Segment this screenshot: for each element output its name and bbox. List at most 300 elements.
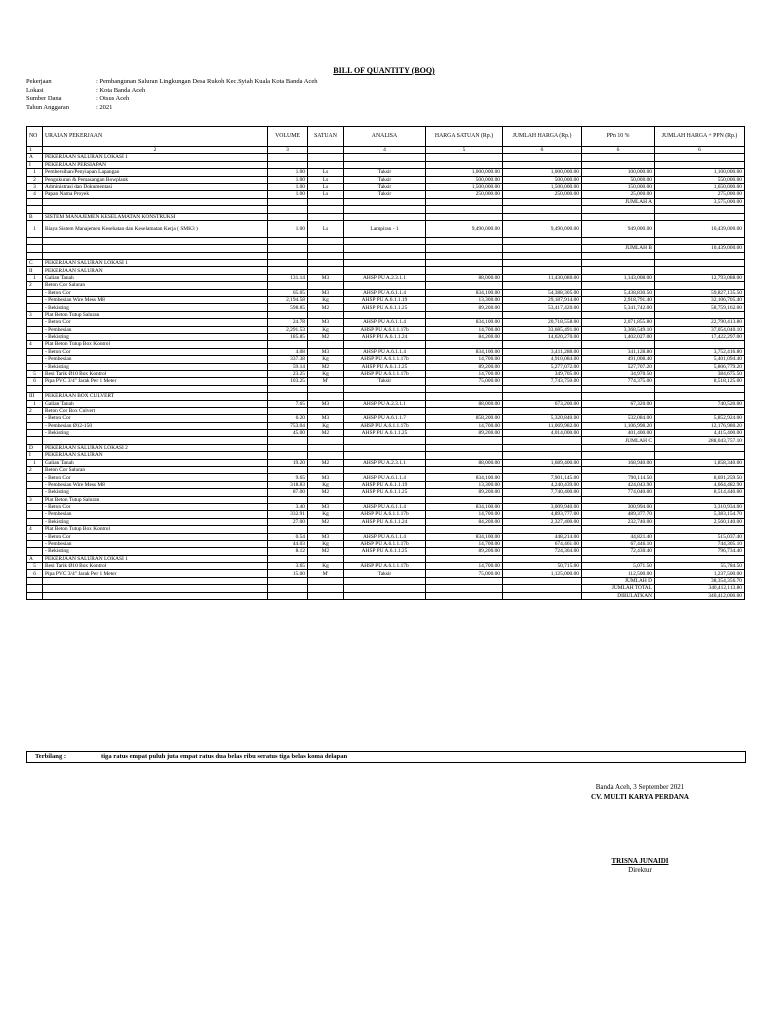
row-unit: Kg [308, 540, 344, 547]
row-unit-price [426, 526, 503, 533]
row-unit: Ls [308, 176, 344, 183]
row-amount: 9,490,000.00 [503, 220, 582, 237]
empty-cell [308, 592, 344, 599]
row-number [27, 289, 43, 296]
row-description: Besi Tarik Ø10 Box Kontrol [43, 370, 268, 377]
row-analysis [344, 161, 426, 168]
empty-cell [655, 252, 745, 259]
row-amount: 1,689,400.00 [503, 459, 582, 466]
row-analysis [344, 452, 426, 459]
column-number-row [27, 147, 745, 154]
row-vat: 774,040.00 [582, 489, 655, 496]
row-unit: M2 [308, 459, 344, 466]
row-description: PEKERJAAN SALURAN [43, 452, 268, 459]
col-header-unit-price: HARGA SATUAN (Rp.) [426, 127, 503, 147]
row-number: 1 [27, 459, 43, 466]
row-unit: Kg [308, 481, 344, 488]
subtotal-value: 340,412,113.80 [655, 585, 745, 592]
row-unit: Ls [308, 183, 344, 190]
section-row [27, 555, 745, 562]
row-number: 1 [27, 400, 43, 407]
empty-cell [582, 385, 655, 392]
row-total [655, 282, 745, 289]
row-amount [503, 407, 582, 414]
row-amount: 250,000.00 [503, 191, 582, 198]
table-row [27, 481, 745, 488]
section-row [27, 341, 745, 348]
section-row [27, 526, 745, 533]
row-volume [268, 154, 308, 161]
table-row [27, 563, 745, 570]
empty-cell [43, 585, 268, 592]
row-volume: 1.00 [268, 220, 308, 237]
row-number [27, 348, 43, 355]
subtotal-row [27, 585, 745, 592]
row-unit [308, 444, 344, 451]
empty-cell [268, 198, 308, 205]
row-unit-price [426, 154, 503, 161]
row-analysis [344, 526, 426, 533]
empty-cell [268, 437, 308, 444]
row-unit: M' [308, 378, 344, 385]
row-vat: 67,446.10 [582, 540, 655, 547]
row-amount: 500,000.00 [503, 176, 582, 183]
row-amount: 4,014,000.00 [503, 430, 582, 437]
row-number: II [27, 267, 43, 274]
row-total [655, 496, 745, 503]
row-volume: 87.00 [268, 489, 308, 496]
row-vat: 1,402,027.00 [582, 333, 655, 340]
row-number: I [27, 452, 43, 459]
row-analysis: AHSP PU A.6.1.1.25 [344, 489, 426, 496]
row-amount: 54,388,305.00 [503, 289, 582, 296]
subtotal-value: 3,575,000.00 [655, 198, 745, 205]
row-amount [503, 267, 582, 274]
col-number: 5 [426, 147, 503, 154]
row-unit: Kg [308, 563, 344, 570]
row-unit-price [426, 407, 503, 414]
row-volume [268, 260, 308, 267]
subtotal-value: 288,043,757.10 [655, 437, 745, 444]
row-amount: 2,327,400.00 [503, 518, 582, 525]
row-total: 3,752,416.80 [655, 348, 745, 355]
table-row [27, 570, 745, 577]
row-analysis: AHSP PU A.6.1.1.17b [344, 356, 426, 363]
row-description: Galian Tanah [43, 274, 268, 281]
empty-cell [344, 252, 426, 259]
row-analysis: AHSP PU A.6.1.1.4 [344, 319, 426, 326]
row-vat [582, 267, 655, 274]
table-row [27, 289, 745, 296]
table-row [27, 422, 745, 429]
table-row [27, 183, 745, 190]
col-header-analysis: ANALISA [344, 127, 426, 147]
row-volume: 65.05 [268, 289, 308, 296]
empty-cell [344, 437, 426, 444]
row-description: PEKERJAAN SALURAN LOKASI 1 [43, 260, 268, 267]
row-number [27, 548, 43, 555]
row-analysis [344, 311, 426, 318]
table-row [27, 326, 745, 333]
row-number [27, 415, 43, 422]
empty-cell [268, 206, 308, 213]
empty-cell [27, 385, 43, 392]
row-vat [582, 496, 655, 503]
row-unit [308, 407, 344, 414]
row-vat [582, 154, 655, 161]
row-description: Administrasi dan Dokumentasi [43, 183, 268, 190]
row-volume: 598.85 [268, 304, 308, 311]
amount-in-words-value: tiga ratus empat puluh juta empat ratus dua belas ribu seratus tiga belas koma delapan [101, 753, 348, 760]
row-volume [268, 407, 308, 414]
row-total: 8,691,259.50 [655, 474, 745, 481]
row-analysis: Taksir [344, 191, 426, 198]
row-vat: 949,000.00 [582, 220, 655, 237]
row-unit-price: 89,200.00 [426, 430, 503, 437]
row-amount [503, 161, 582, 168]
row-vat: 2,918,791.40 [582, 297, 655, 304]
row-description: Plat Beton Tutup Saluran [43, 311, 268, 318]
row-unit: Kg [308, 511, 344, 518]
table-row [27, 489, 745, 496]
blank-row [27, 252, 745, 259]
row-volume: 318.83 [268, 481, 308, 488]
row-amount [503, 213, 582, 220]
row-amount: 1,000,000.00 [503, 169, 582, 176]
empty-cell [43, 237, 268, 244]
empty-cell [426, 198, 503, 205]
empty-cell [655, 385, 745, 392]
table-row [27, 511, 745, 518]
row-unit-price [426, 467, 503, 474]
empty-cell [308, 245, 344, 252]
row-vat [582, 260, 655, 267]
row-description: PEKERJAAN SALURAN LOKASI 2 [43, 444, 268, 451]
row-vat: 44,821.40 [582, 533, 655, 540]
row-number: 4 [27, 191, 43, 198]
row-unit [308, 161, 344, 168]
row-amount [503, 341, 582, 348]
row-description: Plat Beton Tutup Box Kontrol [43, 526, 268, 533]
row-unit-price [426, 341, 503, 348]
row-vat: 5,341,742.00 [582, 304, 655, 311]
row-total: 37,054,040.10 [655, 326, 745, 333]
row-number: B [27, 213, 43, 220]
empty-cell [27, 206, 43, 213]
row-vat [582, 213, 655, 220]
row-total: 58,759,162.00 [655, 304, 745, 311]
row-total: 515,037.40 [655, 533, 745, 540]
row-description: - Pembesian Wire Mess M8 [43, 297, 268, 304]
row-vat: 100,000.00 [582, 169, 655, 176]
row-number [27, 326, 43, 333]
row-total: 17,422,297.00 [655, 333, 745, 340]
row-total: 55,784.50 [655, 563, 745, 570]
empty-cell [503, 198, 582, 205]
row-description: PEKERJAAN SALURAN LOKASI 1 [43, 154, 268, 161]
row-vat: 491,008.40 [582, 356, 655, 363]
row-amount: 53,417,420.00 [503, 304, 582, 311]
row-volume [268, 267, 308, 274]
row-unit-price [426, 311, 503, 318]
empty-cell [43, 198, 268, 205]
table-row [27, 176, 745, 183]
row-analysis: AHSP PU A.6.1.1.4 [344, 533, 426, 540]
row-volume: 185.85 [268, 333, 308, 340]
row-vat: 401,400.00 [582, 430, 655, 437]
empty-cell [426, 245, 503, 252]
row-unit [308, 467, 344, 474]
row-volume [268, 161, 308, 168]
row-volume: 337.38 [268, 356, 308, 363]
row-amount: 4,910,084.00 [503, 356, 582, 363]
row-volume: 753.04 [268, 422, 308, 429]
row-vat: 168,940.00 [582, 459, 655, 466]
row-analysis [344, 555, 426, 562]
row-unit: Ls [308, 169, 344, 176]
row-volume: 2,194.58 [268, 297, 308, 304]
row-volume: 1.00 [268, 183, 308, 190]
row-description: Besi Tarik Ø10 Box Kontrol [43, 563, 268, 570]
row-volume: 3.65 [268, 563, 308, 570]
empty-cell [308, 252, 344, 259]
empty-cell [503, 237, 582, 244]
row-description: - Beton Cor [43, 348, 268, 355]
table-row [27, 297, 745, 304]
row-analysis [344, 341, 426, 348]
row-number: A [27, 555, 43, 562]
row-unit-price: 834,100.00 [426, 533, 503, 540]
row-analysis: AHSP PU A.6.1.1.25 [344, 430, 426, 437]
row-amount [503, 260, 582, 267]
row-analysis: AHSP PU A.6.1.1.17b [344, 370, 426, 377]
row-description: - Pembesian Wire Mess M8 [43, 481, 268, 488]
subtotal-row [27, 198, 745, 205]
row-description: - Pembesian [43, 511, 268, 518]
row-unit-price: 858,200.00 [426, 415, 503, 422]
row-amount: 20,718,558.00 [503, 319, 582, 326]
row-description: Galian Tanah [43, 459, 268, 466]
col-header-volume: VOLUME [268, 127, 308, 147]
row-volume: 332.91 [268, 511, 308, 518]
empty-cell [503, 437, 582, 444]
row-vat: 67,320.00 [582, 400, 655, 407]
row-number [27, 304, 43, 311]
empty-cell [426, 385, 503, 392]
row-amount: 7,743,750.00 [503, 378, 582, 385]
row-unit-price: 89,200.00 [426, 363, 503, 370]
row-total [655, 154, 745, 161]
row-unit-price: 75,000.00 [426, 570, 503, 577]
row-vat [582, 452, 655, 459]
row-vat: 34,970.50 [582, 370, 655, 377]
row-analysis: AHSP PU A.6.1.1.4 [344, 474, 426, 481]
table-row [27, 459, 745, 466]
row-number [27, 474, 43, 481]
row-unit [308, 555, 344, 562]
row-unit: M3 [308, 503, 344, 510]
row-amount: 29,187,914.00 [503, 297, 582, 304]
row-description: - Beton Cor [43, 474, 268, 481]
row-unit [308, 267, 344, 274]
col-header-unit: SATUAN [308, 127, 344, 147]
row-unit-price: 834,100.00 [426, 289, 503, 296]
row-vat: 790,114.50 [582, 474, 655, 481]
row-description: Pipa PVC 3/4" Jarak Per 1 Meter [43, 378, 268, 385]
row-description: - Pembesian [43, 326, 268, 333]
empty-cell [426, 437, 503, 444]
row-description: - Bekisting [43, 489, 268, 496]
row-total: 744,305.10 [655, 540, 745, 547]
row-total: 8,518,125.00 [655, 378, 745, 385]
row-unit-price: 89,200.00 [426, 548, 503, 555]
row-number: 2 [27, 467, 43, 474]
row-analysis: Taksir [344, 378, 426, 385]
row-analysis: AHSP PU A.6.1.1.17b [344, 422, 426, 429]
row-total: 4,415,400.00 [655, 430, 745, 437]
empty-cell [582, 237, 655, 244]
row-vat: 232,740.00 [582, 518, 655, 525]
row-volume: 27.00 [268, 518, 308, 525]
row-analysis [344, 393, 426, 400]
table-row [27, 548, 745, 555]
row-unit: M2 [308, 489, 344, 496]
row-unit-price: 834,100.00 [426, 474, 503, 481]
subtotal-label: JUMLAH A [582, 198, 655, 205]
boq-table [26, 126, 745, 600]
row-unit: M3 [308, 274, 344, 281]
row-vat [582, 341, 655, 348]
row-volume [268, 341, 308, 348]
row-analysis [344, 282, 426, 289]
row-description: - Beton Cor [43, 503, 268, 510]
empty-cell [27, 437, 43, 444]
row-analysis: AHSP PU A.6.1.1.17b [344, 540, 426, 547]
row-amount [503, 526, 582, 533]
row-amount [503, 444, 582, 451]
row-vat [582, 555, 655, 562]
row-total [655, 161, 745, 168]
subtotal-label: JUMLAH D [582, 577, 655, 584]
row-amount: 674,461.00 [503, 540, 582, 547]
table-row [27, 533, 745, 540]
row-description: - Bekisting [43, 430, 268, 437]
empty-cell [344, 198, 426, 205]
row-vat: 50,000.00 [582, 176, 655, 183]
row-total: 4,664,482.90 [655, 481, 745, 488]
row-description: - Bekisting [43, 304, 268, 311]
row-description: Galian Tanah [43, 400, 268, 407]
row-vat: 2,071,855.80 [582, 319, 655, 326]
row-unit [308, 496, 344, 503]
row-analysis: AHSP PU A.6.1.1.4 [344, 503, 426, 510]
row-number [27, 481, 43, 488]
row-number [27, 333, 43, 340]
row-unit-price: 14,700.00 [426, 563, 503, 570]
row-unit [308, 213, 344, 220]
row-number: 3 [27, 496, 43, 503]
row-amount: 11,069,982.00 [503, 422, 582, 429]
signature-name: TRISNA JUNAIDI [611, 857, 669, 865]
row-total: 12,793,088.00 [655, 274, 745, 281]
row-volume: 24.78 [268, 319, 308, 326]
row-volume [268, 526, 308, 533]
row-unit-price: 75,000.00 [426, 378, 503, 385]
empty-cell [503, 252, 582, 259]
row-unit-price: 88,000.00 [426, 459, 503, 466]
row-description: - Bekisting [43, 333, 268, 340]
row-vat: 424,043.90 [582, 481, 655, 488]
empty-cell [268, 245, 308, 252]
row-unit: Kg [308, 297, 344, 304]
table-row [27, 430, 745, 437]
row-description: - Beton Cor [43, 289, 268, 296]
subtotal-label: JUMLAH TOTAL [582, 585, 655, 592]
table-row [27, 503, 745, 510]
row-number [27, 363, 43, 370]
row-unit: Kg [308, 356, 344, 363]
row-unit [308, 282, 344, 289]
row-number: 2 [27, 282, 43, 289]
empty-cell [344, 245, 426, 252]
row-total [655, 452, 745, 459]
row-volume [268, 213, 308, 220]
row-total: 275,000.00 [655, 191, 745, 198]
row-total [655, 267, 745, 274]
row-number: III [27, 393, 43, 400]
row-unit-price: 14,700.00 [426, 511, 503, 518]
row-number: 5 [27, 370, 43, 377]
row-unit-price: 89,200.00 [426, 489, 503, 496]
subtotal-row [27, 437, 745, 444]
row-total [655, 555, 745, 562]
row-total: 384,675.50 [655, 370, 745, 377]
row-volume: 59.14 [268, 363, 308, 370]
row-unit: M3 [308, 415, 344, 422]
row-volume: 7.65 [268, 400, 308, 407]
row-total [655, 311, 745, 318]
row-number [27, 430, 43, 437]
section-row [27, 407, 745, 414]
empty-cell [268, 252, 308, 259]
row-amount: 7,740,400.00 [503, 489, 582, 496]
row-total [655, 260, 745, 267]
row-number [27, 533, 43, 540]
row-volume [268, 467, 308, 474]
section-row [27, 267, 745, 274]
col-header-vat: PPn 10 % [582, 127, 655, 147]
empty-cell [655, 237, 745, 244]
row-unit-price [426, 260, 503, 267]
subtotal-label: JUMLAH C [582, 437, 655, 444]
empty-cell [43, 245, 268, 252]
table-row [27, 400, 745, 407]
empty-cell [43, 437, 268, 444]
row-unit [308, 452, 344, 459]
row-unit-price: 89,200.00 [426, 304, 503, 311]
empty-cell [503, 385, 582, 392]
row-volume: 9.65 [268, 474, 308, 481]
row-unit: M3 [308, 474, 344, 481]
row-description: - Beton Cor [43, 319, 268, 326]
table-row [27, 304, 745, 311]
table-header-row [27, 127, 745, 147]
row-unit-price: 1,500,000.00 [426, 183, 503, 190]
row-vat: 1,143,008.00 [582, 274, 655, 281]
row-vat: 25,000.00 [582, 191, 655, 198]
row-unit-price: 834,100.00 [426, 503, 503, 510]
row-number [27, 511, 43, 518]
